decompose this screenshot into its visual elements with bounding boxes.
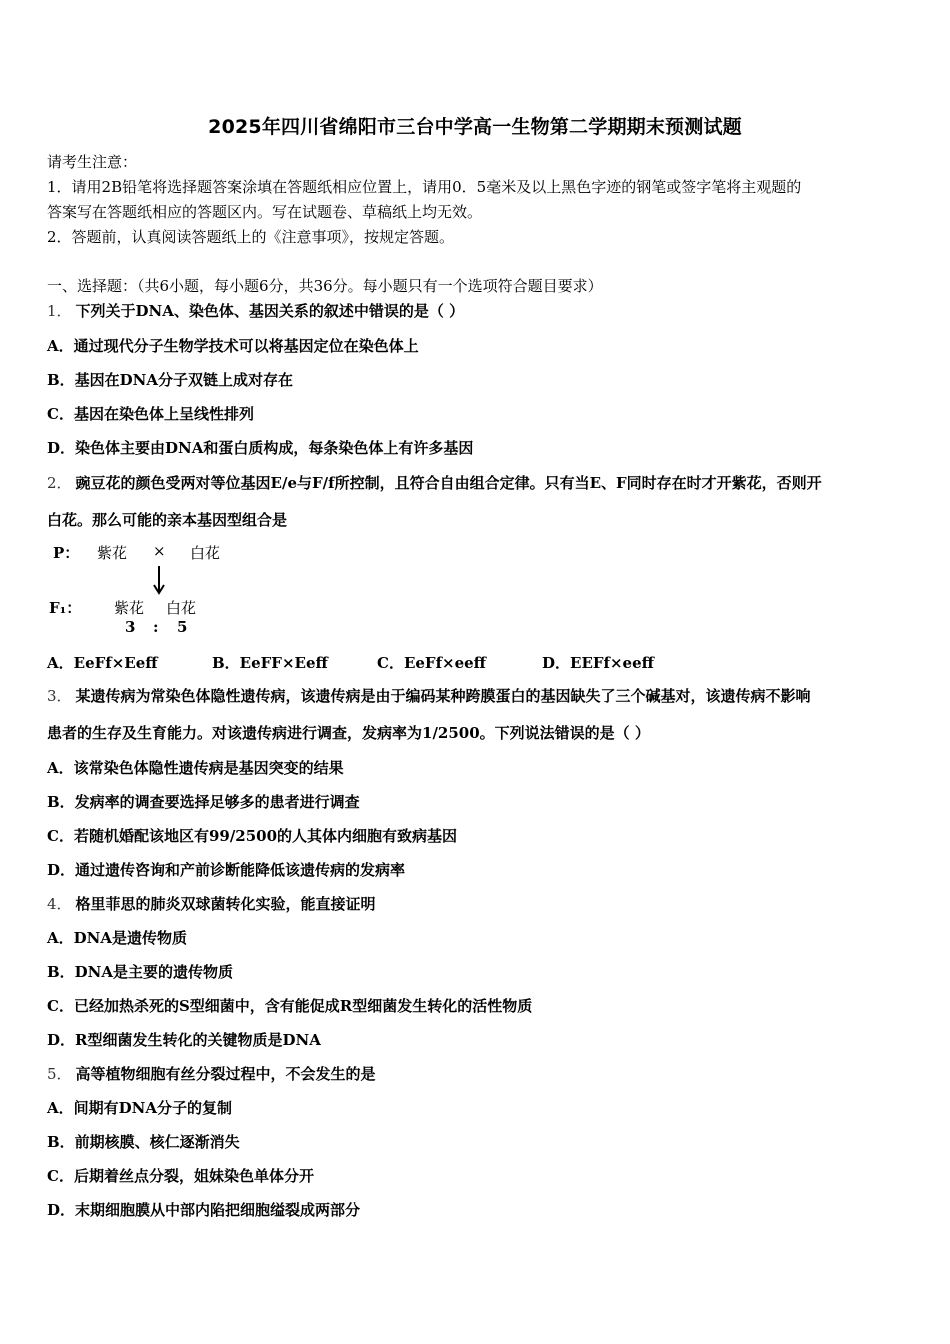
question-2-option-c: C．EeFf×eeff (377, 654, 486, 672)
question-2-number: 2． (47, 474, 72, 492)
question-3-text-1: 某遗传病为常染色体隐性遗传病，该遗传病是由于编码某种跨膜蛋白的基因缺失了三个碱基对，该遗传病不影响 (75, 687, 811, 705)
question-5-option-d: D．末期细胞膜从中部内陷把细胞缢裂成两部分 (47, 1201, 361, 1219)
question-5-number: 5． (47, 1065, 72, 1083)
question-4-option-c: C．已经加热杀死的S型细菌中，含有能促成R型细菌发生转化的活性物质 (47, 997, 533, 1015)
question-4-option-d: D．R型细菌发生转化的关键物质是DNA (47, 1031, 321, 1049)
question-2-option-a: A．EeFf×Eeff (47, 654, 158, 672)
diagram-f1-label: F₁： (49, 599, 82, 617)
question-3-stem-line-1 (47, 686, 811, 706)
section-heading: 一、选择题：（共6小题，每小题6分，共36分。每小题只有一个选项符合题目要求） (47, 277, 603, 295)
question-5-stem (47, 1064, 376, 1084)
page-title: 2025年四川省绵阳市三台中学高一生物第二学期期末预测试题 (208, 116, 742, 138)
diagram-ratio-left: 3 (125, 618, 136, 636)
diagram-f1-purple: 紫花 (114, 599, 145, 617)
question-1-text: 下列关于DNA、染色体、基因关系的叙述中错误的是（ ） (75, 302, 465, 320)
diagram-f1-white: 白花 (166, 599, 197, 617)
diagram-parent-purple: 紫花 (97, 544, 128, 562)
question-2-option-d: D．EEFf×eeff (542, 654, 654, 672)
question-2-stem-line-1 (47, 473, 822, 493)
notice-item-1-line-2: 答案写在答题纸相应的答题区内。写在试题卷、草稿纸上均无效。 (47, 203, 483, 221)
question-5-option-c: C．后期着丝点分裂，姐妹染色单体分开 (47, 1167, 314, 1185)
notice-heading: 请考生注意： (47, 153, 138, 171)
question-3-option-b: B．发病率的调查要选择足够多的患者进行调查 (47, 793, 360, 811)
diagram-cross-symbol: × (153, 542, 166, 560)
notice-item-1-line-1: 1．请用2B铅笔将选择题答案涂填在答题纸相应位置上，请用0．5毫米及以上黑色字迹的钢笔或签字笔将主观题的 (47, 178, 802, 196)
question-4-text: 格里菲思的肺炎双球菌转化实验，能直接证明 (75, 895, 376, 913)
question-4-number: 4． (47, 895, 72, 913)
question-1-stem (47, 301, 464, 321)
question-5-option-a: A．间期有DNA分子的复制 (47, 1099, 232, 1117)
question-2-text-1: 豌豆花的颜色受两对等位基因E/e与F/f所控制，且符合自由组合定律。只有当E、F同时存在时才开紫花，否则开 (75, 474, 822, 492)
question-1-option-a: A．通过现代分子生物学技术可以将基因定位在染色体上 (47, 337, 419, 355)
question-3-option-a: A．该常染色体隐性遗传病是基因突变的结果 (47, 759, 344, 777)
question-3-option-c: C．若随机婚配该地区有99/2500的人其体内细胞有致病基因 (47, 827, 458, 845)
question-4-option-b: B．DNA是主要的遗传物质 (47, 963, 234, 981)
question-1-option-c: C．基因在染色体上呈线性排列 (47, 405, 254, 423)
question-4-stem (47, 894, 376, 914)
cross-diagram (47, 540, 267, 640)
question-5-option-b: B．前期核膜、核仁逐渐消失 (47, 1133, 240, 1151)
question-3-option-d: D．通过遗传咨询和产前诊断能降低该遗传病的发病率 (47, 861, 406, 879)
question-1-number: 1． (47, 302, 72, 320)
question-2-stem-line-2: 白花。那么可能的亲本基因型组合是 (47, 511, 288, 529)
diagram-arrow-icon (151, 566, 167, 596)
question-3-number: 3． (47, 687, 72, 705)
question-1-option-d: D．染色体主要由DNA和蛋白质构成，每条染色体上有许多基因 (47, 439, 474, 457)
question-3-stem-line-2: 患者的生存及生育能力。对该遗传病进行调查，发病率为1/2500。下列说法错误的是（ ） (47, 724, 650, 742)
question-5-text: 高等植物细胞有丝分裂过程中，不会发生的是 (75, 1065, 376, 1083)
question-1-option-b: B．基因在DNA分子双链上成对存在 (47, 371, 294, 389)
diagram-parent-white: 白花 (190, 544, 221, 562)
diagram-ratio-separator: : (153, 618, 159, 636)
question-4-option-a: A．DNA是遗传物质 (47, 929, 187, 947)
diagram-ratio-right: 5 (177, 618, 188, 636)
question-2-option-b: B．EeFF×Eeff (212, 654, 328, 672)
notice-item-2: 2．答题前，认真阅读答题纸上的《注意事项》，按规定答题。 (47, 228, 455, 246)
diagram-p-label: P： (53, 544, 80, 562)
